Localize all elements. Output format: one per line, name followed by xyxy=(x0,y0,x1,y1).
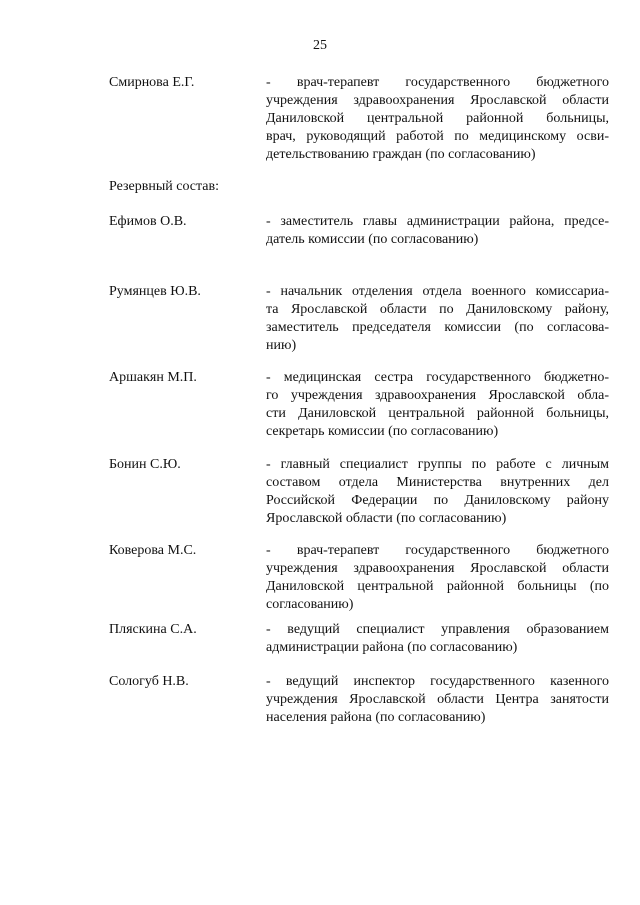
description-line: населения района (по согласованию) xyxy=(266,710,486,725)
description-line: - начальник отделения отдела военного комиссариа- xyxy=(266,284,609,299)
description-line: - врач-терапевт государственного бюджетного xyxy=(266,543,609,558)
description-line: детельствованию граждан (по согласованию) xyxy=(266,147,536,162)
member-name: Сологуб Н.В. xyxy=(109,674,189,689)
member-name: Смирнова Е.Г. xyxy=(109,75,195,90)
description-line: - врач-терапевт государственного бюджетного xyxy=(266,75,609,90)
description-line: - главный специалист группы по работе с личным xyxy=(266,457,609,472)
member-name: Аршакян М.П. xyxy=(109,370,197,385)
description-line: сти Даниловской центральной районной больницы, xyxy=(266,406,609,421)
description-line: секретарь комиссии (по согласованию) xyxy=(266,424,499,439)
description-line: Ярославской области (по согласованию) xyxy=(266,511,507,526)
member-name: Коверова М.С. xyxy=(109,543,197,558)
description-line: - медицинская сестра государственного бюджетно- xyxy=(266,370,609,385)
page-number: 25 xyxy=(313,38,327,53)
member-name: Бонин С.Ю. xyxy=(109,457,181,472)
description-line: заместитель председателя комиссии (по согласова- xyxy=(266,320,609,335)
member-description xyxy=(266,621,609,657)
description-line: го учреждения здравоохранения Ярославской обла- xyxy=(266,388,609,403)
description-line: Даниловской центральной районной больницы, xyxy=(266,111,609,126)
reserve-section-label: Резервный состав: xyxy=(109,179,220,194)
description-line: врач, руководящий работой по медицинскому осви- xyxy=(266,129,609,144)
member-name: Ефимов О.В. xyxy=(109,214,187,229)
description-line: - заместитель главы администрации района, предсе- xyxy=(266,214,609,229)
description-line: учреждения здравоохранения Ярославской области xyxy=(266,93,609,108)
description-line: учреждения Ярославской области Центра занятости xyxy=(266,692,609,707)
description-line: - ведущий специалист управления образованием xyxy=(266,622,609,637)
member-description xyxy=(266,542,609,614)
description-line: Даниловской центральной районной больницы (по xyxy=(266,579,609,594)
description-line: составом отдела Министерства внутренних дел xyxy=(266,475,609,490)
description-line: Российской Федерации по Даниловскому району xyxy=(266,493,609,508)
description-line: учреждения здравоохранения Ярославской области xyxy=(266,561,609,576)
member-name: Пляскина С.А. xyxy=(109,622,197,637)
description-line: та Ярославской области по Даниловскому району, xyxy=(266,302,609,317)
description-line: датель комиссии (по согласованию) xyxy=(266,232,479,247)
member-description xyxy=(266,213,609,249)
member-description xyxy=(266,456,609,528)
description-line: - ведущий инспектор государственного казенного xyxy=(266,674,609,689)
member-name: Румянцев Ю.В. xyxy=(109,284,201,299)
member-description xyxy=(266,74,609,164)
member-description xyxy=(266,673,609,727)
member-description xyxy=(266,369,609,441)
description-line: нию) xyxy=(266,338,297,353)
member-description xyxy=(266,283,609,355)
description-line: согласованию) xyxy=(266,597,354,612)
description-line: администрации района (по согласованию) xyxy=(266,640,518,655)
